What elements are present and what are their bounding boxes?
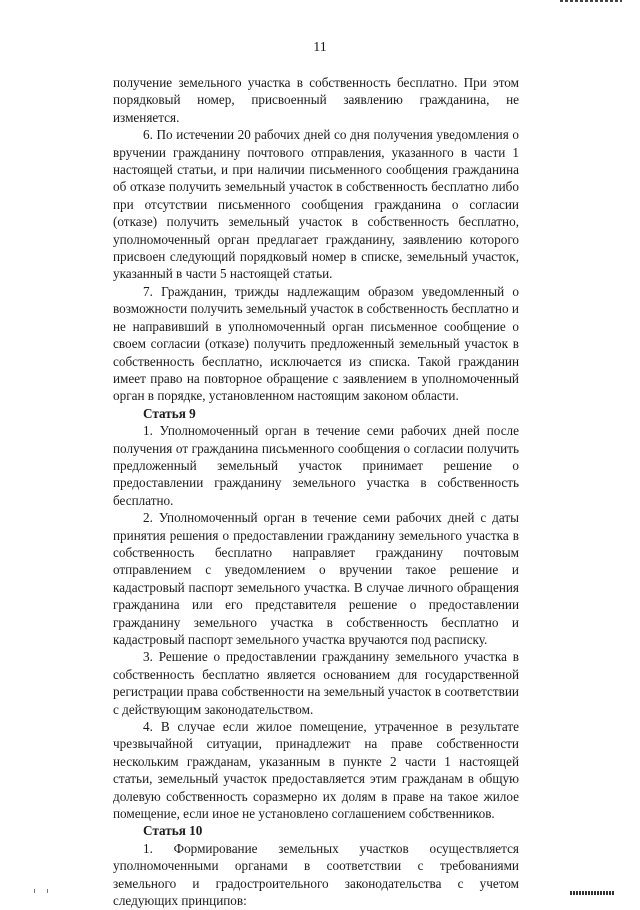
article-9-item-1: 1. Уполномоченный орган в течение семи рабочих дней после получения от гражданина письменного сообщения о согласии получить предложенный земельный участок принимает решение о предоставлении гражданину земельного участка в собственность бесплатно. [113,423,519,508]
scan-artifact-top [560,0,622,2]
scan-artifact-left [34,889,48,893]
article-9-heading: Статья 9 [143,405,196,421]
paragraph-continuation: получение земельного участка в собственность бесплатно. При этом порядковый номер, присвоенный заявлению гражданина, не изменяется. [113,75,519,125]
article-9-item-2: 2. Уполномоченный орган в течение семи рабочих дней с даты принятия решения о предоставлении гражданину земельного участка в собственность бесплатно направляет гражданину почтовым отправлением с уведомлением о вручении такое решение и кадастровый паспорт земельного участка. В случае личного обращения гражданина или его представителя решение о предоставлении гражданину земельного участка в собственность бесплатно и кадастровый паспорт земельного участка вручаются под расписку. [113,510,519,647]
article-9-item-3: 3. Решение о предоставлении гражданину земельного участка в собственность бесплатно является основанием для государственной регистрации права собственности на земельный участок в соответствии с действующим законодательством. [113,649,519,717]
article-10-heading: Статья 10 [143,823,203,839]
article-10-item-1: 1. Формирование земельных участков осуществляется уполномоченными органами в соответствии с требованиями земельного и градостроительного законодательства с учетом следующих принципов: [113,840,519,909]
document-body [113,74,519,910]
scan-artifact-bottom [570,891,614,895]
paragraph-item-6: 6. По истечении 20 рабочих дней со дня получения уведомления о вручении гражданину почтового отправления, указанного в части 1 настоящей статьи, и при наличии письменного сообщения гражданина об отказе получить земельный участок в собственность бесплатно либо при отсутствии письменного сообщения гражданина о согласии (отказе) получить земельный участок в собственность бесплатно, уполномоченный орган предлагает гражданину, заявлению которого присвоен следующий порядковый номер в списке, земельный участок, указанный в части 5 настоящей статьи. [113,127,519,282]
paragraph-item-7: 7. Гражданин, трижды надлежащим образом уведомленный о возможности получить земельный участок в собственность бесплатно и не направивший в уполномоченный орган письменное сообщение о своем согласии (отказе) получить предложенный земельный участок в собственность бесплатно, исключается из списка. Такой гражданин имеет право на повторное обращение с заявлением в уполномоченный орган в порядке, установленном настоящим законом области. [113,283,519,404]
article-9-item-4: 4. В случае если жилое помещение, утраченное в результате чрезвычайной ситуации, принадлежит на праве собственности нескольким гражданам, указанным в пункте 2 части 1 настоящей статьи, земельный участок предоставляется этим гражданам в общую долевую собственность соразмерно их долям в праве на такое жилое помещение, если иное не установлено соглашением собственников. [113,719,519,822]
page-number: 11 [313,40,327,55]
